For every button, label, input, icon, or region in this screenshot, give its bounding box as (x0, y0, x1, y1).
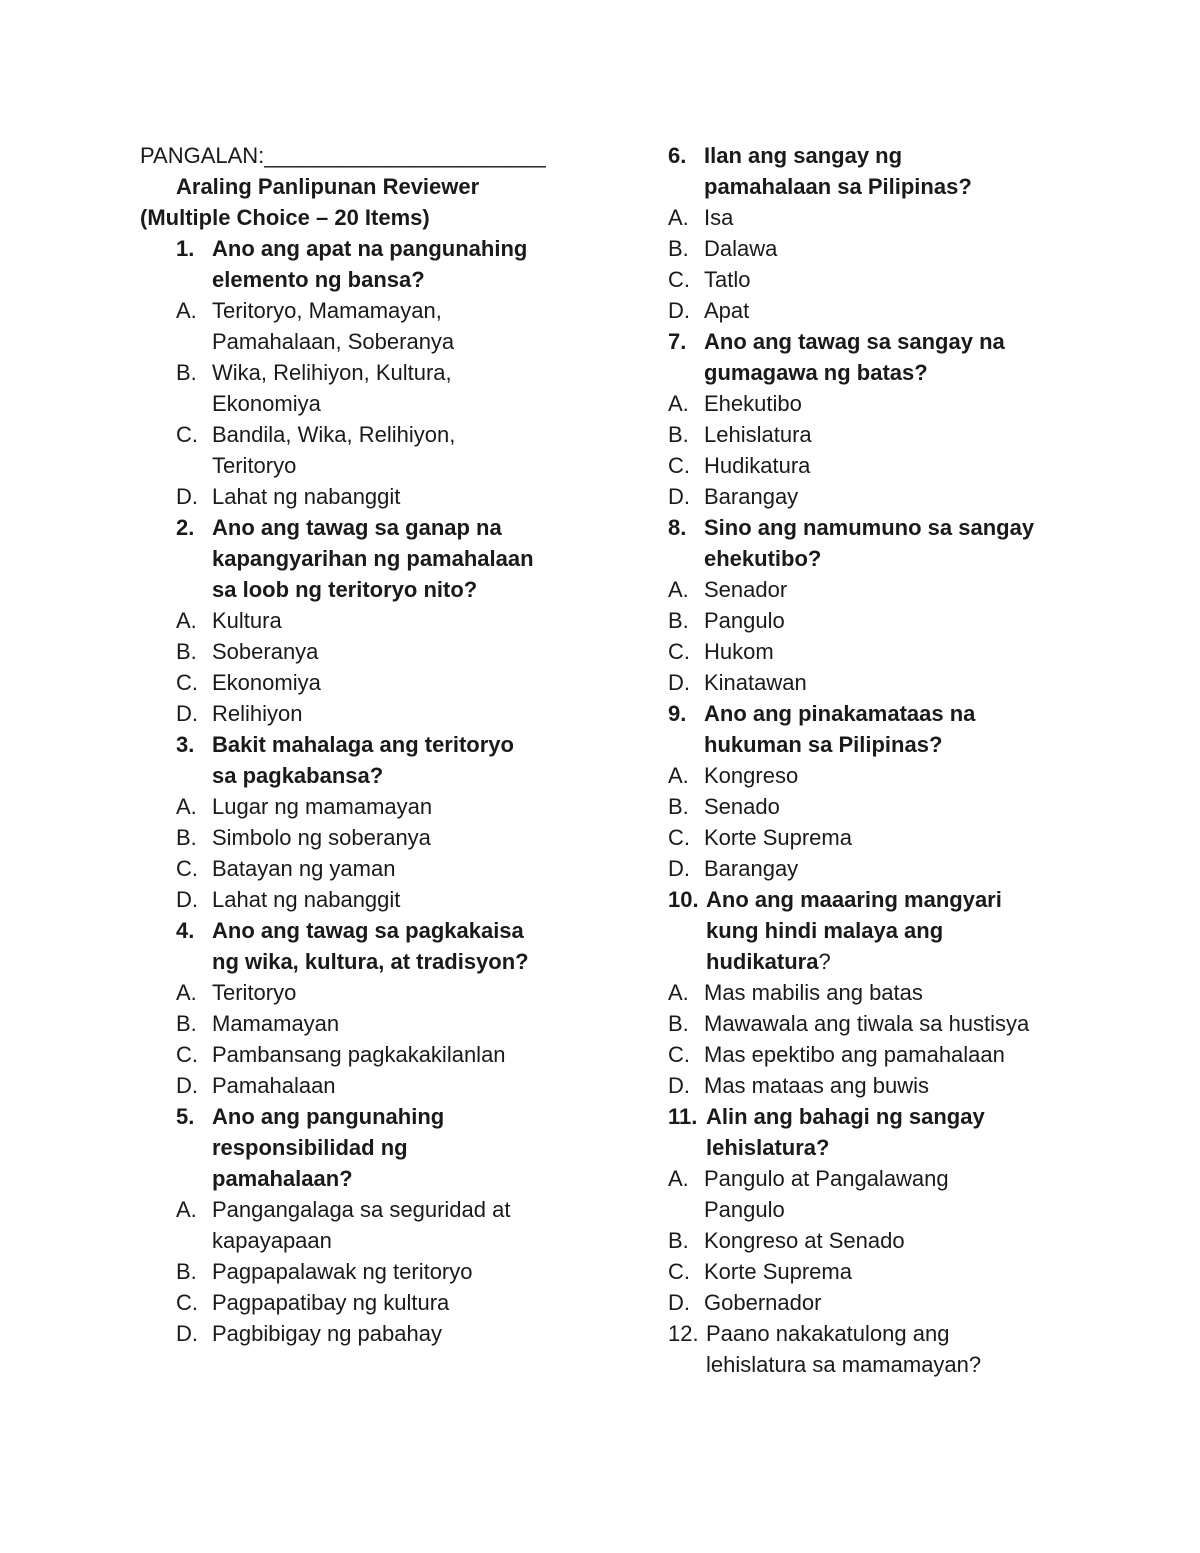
answer-option (176, 1039, 580, 1070)
option-text (212, 698, 580, 729)
option-line: Wika, Relihiyon, Kultura, (212, 360, 452, 385)
answer-option (176, 605, 580, 636)
option-letter: B. (176, 360, 197, 385)
option-text (212, 295, 580, 357)
option-text (212, 605, 580, 636)
option-line: Teritoryo (212, 453, 297, 478)
name-blank: _______________________ (264, 143, 546, 168)
option-text (704, 450, 1088, 481)
question-text (704, 326, 1088, 388)
option-line: Korte Suprema (704, 1259, 852, 1284)
answer-option (176, 295, 580, 357)
option-letter: B. (176, 825, 197, 850)
answer-option (668, 574, 1088, 605)
question-block (668, 140, 1088, 326)
option-letter: D. (668, 298, 690, 323)
answer-option (176, 1287, 580, 1318)
option-line: Hudikatura (704, 453, 811, 478)
option-text (704, 605, 1088, 636)
option-line: Gobernador (704, 1290, 822, 1315)
option-text (704, 1039, 1088, 1070)
question-number: 10. (668, 887, 699, 912)
question-3 (176, 729, 580, 791)
question-block (176, 1101, 580, 1349)
left-column (140, 140, 580, 1349)
option-line: Teritoryo, Mamamayan, (212, 298, 442, 323)
question-block (668, 512, 1088, 698)
option-text (212, 884, 580, 915)
option-text (704, 233, 1088, 264)
option-letter: B. (176, 1259, 197, 1284)
answer-option (668, 760, 1088, 791)
option-line: Lehislatura (704, 422, 812, 447)
question-text (212, 729, 580, 791)
question-line-text: hudikatura (706, 949, 819, 974)
option-text (704, 791, 1088, 822)
option-text (704, 667, 1088, 698)
answer-option (668, 202, 1088, 233)
answer-option (668, 791, 1088, 822)
option-line: Mas mataas ang buwis (704, 1073, 929, 1098)
option-text (704, 1287, 1088, 1318)
question-1 (176, 233, 580, 295)
question-number: 11. (668, 1104, 698, 1129)
option-letter: C. (668, 1042, 690, 1067)
question-line: pamahalaan sa Pilipinas? (704, 174, 972, 199)
option-line: Teritoryo (212, 980, 297, 1005)
answer-option (668, 1287, 1088, 1318)
option-letter: A. (176, 608, 197, 633)
right-column (668, 140, 1088, 1380)
option-letter: D. (176, 1321, 198, 1346)
option-letter: B. (668, 1228, 689, 1253)
option-line: Korte Suprema (704, 825, 852, 850)
option-text (212, 357, 580, 419)
option-letter: B. (668, 422, 689, 447)
answer-option (176, 791, 580, 822)
question-line: sa pagkabansa? (212, 763, 384, 788)
option-letter: A. (668, 763, 689, 788)
question-block (176, 729, 580, 915)
answer-option (668, 419, 1088, 450)
question-9 (668, 698, 1088, 760)
option-text (704, 202, 1088, 233)
option-text (704, 1008, 1088, 1039)
option-letter: C. (668, 639, 690, 664)
option-line: Kongreso at Senado (704, 1228, 905, 1253)
option-line: Kinatawan (704, 670, 807, 695)
question-10 (668, 884, 1088, 977)
answer-option (668, 1008, 1088, 1039)
option-letter: A. (668, 980, 689, 1005)
question-line: elemento ng bansa? (212, 267, 425, 292)
option-letter: A. (176, 794, 197, 819)
option-letter: D. (176, 1073, 198, 1098)
answer-option (668, 1039, 1088, 1070)
question-line: ehekutibo? (704, 546, 822, 571)
question-block (668, 326, 1088, 512)
answer-option (668, 1225, 1088, 1256)
question-line: Paano nakakatulong ang (706, 1321, 950, 1346)
option-text (704, 977, 1088, 1008)
question-line: sa loob ng teritoryo nito? (212, 577, 478, 602)
option-line: Ekonomiya (212, 391, 321, 416)
answer-option (176, 357, 580, 419)
option-letter: C. (668, 267, 690, 292)
right-question-list (668, 140, 1088, 1380)
option-text (212, 1287, 580, 1318)
question-number: 4. (176, 918, 195, 943)
option-line: Mawawala ang tiwala sa hustisya (704, 1011, 1030, 1036)
question-block (668, 1101, 1088, 1318)
answer-option (668, 388, 1088, 419)
question-2 (176, 512, 580, 605)
option-text (212, 1039, 580, 1070)
question-text (706, 1318, 1088, 1380)
option-letter: C. (668, 825, 690, 850)
option-letter: B. (668, 1011, 689, 1036)
answer-option (176, 884, 580, 915)
answer-option (176, 636, 580, 667)
option-line: Barangay (704, 856, 799, 881)
question-text (704, 140, 1088, 202)
question-text (706, 1101, 1088, 1163)
question-number: 9. (668, 701, 687, 726)
option-text (704, 388, 1088, 419)
question-number: 3. (176, 732, 195, 757)
answer-option (668, 853, 1088, 884)
question-line: Alin ang bahagi ng sangay (706, 1104, 985, 1129)
option-line: Lahat ng nabanggit (212, 484, 401, 509)
option-line: Senador (704, 577, 788, 602)
option-line: Pangangalaga sa seguridad at (212, 1197, 511, 1222)
question-number: 8. (668, 515, 687, 540)
option-text (212, 977, 580, 1008)
option-line: Ehekutibo (704, 391, 802, 416)
question-line: lehislatura sa mamamayan? (706, 1352, 982, 1377)
question-5 (176, 1101, 580, 1194)
question-line: Ano ang pinakamataas na (704, 701, 976, 726)
question-line: gumagawa ng batas? (704, 360, 928, 385)
question-line: Ano ang maaaring mangyari (706, 887, 1002, 912)
option-text (704, 295, 1088, 326)
question-line: kapangyarihan ng pamahalaan (212, 546, 534, 571)
option-text (212, 481, 580, 512)
option-text (704, 1256, 1088, 1287)
answer-option (176, 667, 580, 698)
option-letter: D. (176, 701, 198, 726)
answer-option (668, 233, 1088, 264)
option-text (212, 1008, 580, 1039)
option-letter: D. (176, 484, 198, 509)
answer-option (176, 1070, 580, 1101)
option-text (704, 822, 1088, 853)
option-line: Pagbibigay ng pabahay (212, 1321, 442, 1346)
option-text (704, 419, 1088, 450)
option-line: Isa (704, 205, 734, 230)
option-line: Pagpapatibay ng kultura (212, 1290, 450, 1315)
answer-option (668, 605, 1088, 636)
option-text (704, 853, 1088, 884)
question-number: 6. (668, 143, 687, 168)
option-line: Hukom (704, 639, 774, 664)
option-text (704, 574, 1088, 605)
question-line: Ano ang apat na pangunahing (212, 236, 528, 261)
option-text (212, 1070, 580, 1101)
option-text (212, 1194, 580, 1256)
question-block (668, 884, 1088, 1101)
reviewer-subtitle: (Multiple Choice – 20 Items) (140, 205, 430, 230)
answer-option (176, 1008, 580, 1039)
option-letter: D. (668, 1290, 690, 1315)
option-text (212, 1256, 580, 1287)
question-line: pamahalaan? (212, 1166, 353, 1191)
name-line (140, 140, 580, 171)
option-text (704, 1225, 1088, 1256)
answer-option (668, 667, 1088, 698)
question-8 (668, 512, 1088, 574)
option-line: Bandila, Wika, Relihiyon, (212, 422, 456, 447)
option-text (704, 1070, 1088, 1101)
option-line: Barangay (704, 484, 799, 509)
question-number: 5. (176, 1104, 195, 1129)
option-letter: C. (668, 453, 690, 478)
option-line: Pangulo (704, 608, 785, 633)
option-letter: D. (668, 670, 690, 695)
option-line: Mamamayan (212, 1011, 340, 1036)
option-text (212, 667, 580, 698)
name-label: PANGALAN: (140, 143, 265, 168)
option-letter: A. (668, 391, 689, 416)
option-letter: A. (668, 1166, 689, 1191)
question-number: 7. (668, 329, 687, 354)
question-block (668, 1318, 1088, 1380)
option-line: Kongreso (704, 763, 799, 788)
option-letter: C. (176, 422, 198, 447)
answer-option (668, 264, 1088, 295)
question-line: responsibilidad ng (212, 1135, 408, 1160)
option-line: Mas mabilis ang batas (704, 980, 923, 1005)
option-line: Soberanya (212, 639, 319, 664)
option-text (704, 1163, 1088, 1225)
question-block (176, 512, 580, 729)
question-line: Ano ang tawag sa pagkakaisa (212, 918, 524, 943)
question-number: 1. (176, 236, 195, 261)
question-block (668, 698, 1088, 884)
answer-option (668, 1256, 1088, 1287)
question-4 (176, 915, 580, 977)
question-6 (668, 140, 1088, 202)
option-letter: A. (176, 1197, 197, 1222)
answer-option (176, 977, 580, 1008)
option-letter: B. (668, 608, 689, 633)
option-letter: B. (668, 794, 689, 819)
option-line: Relihiyon (212, 701, 303, 726)
option-line: Mas epektibo ang pamahalaan (704, 1042, 1005, 1067)
question-line: Ano ang tawag sa ganap na (212, 515, 502, 540)
option-text (704, 636, 1088, 667)
answer-option (668, 822, 1088, 853)
option-letter: B. (176, 639, 197, 664)
option-text (212, 791, 580, 822)
option-line: Batayan ng yaman (212, 856, 396, 881)
option-line: Pagpapalawak ng teritoryo (212, 1259, 473, 1284)
option-letter: A. (176, 980, 197, 1005)
question-text (212, 1101, 580, 1194)
question-12 (668, 1318, 1088, 1380)
question-number: 2. (176, 515, 195, 540)
answer-option (668, 977, 1088, 1008)
answer-option (176, 1194, 580, 1256)
option-line: Simbolo ng soberanya (212, 825, 431, 850)
option-text (212, 636, 580, 667)
option-letter: C. (176, 1042, 198, 1067)
option-letter: A. (176, 298, 197, 323)
option-text (704, 481, 1088, 512)
answer-option (176, 698, 580, 729)
question-block (176, 233, 580, 512)
option-line: Lahat ng nabanggit (212, 887, 401, 912)
option-line: kapayapaan (212, 1228, 332, 1253)
option-line: Tatlo (704, 267, 751, 292)
question-line: Sino ang namumuno sa sangay (704, 515, 1035, 540)
question-line: kung hindi malaya ang (706, 918, 944, 943)
answer-option (176, 822, 580, 853)
question-text (704, 512, 1088, 574)
question-block (176, 915, 580, 1101)
reviewer-title: Araling Panlipunan Reviewer (176, 174, 480, 199)
option-line: Lugar ng mamamayan (212, 794, 433, 819)
question-11 (668, 1101, 1088, 1163)
option-letter: D. (176, 887, 198, 912)
question-line: hukuman sa Pilipinas? (704, 732, 943, 757)
left-question-list (140, 233, 580, 1349)
question-line: ng wika, kultura, at tradisyon? (212, 949, 529, 974)
option-letter: A. (668, 205, 689, 230)
option-line: Senado (704, 794, 780, 819)
option-letter: C. (668, 1259, 690, 1284)
question-line: Ano ang tawag sa sangay na (704, 329, 1005, 354)
option-letter: A. (668, 577, 689, 602)
question-text (706, 884, 1088, 977)
question-text (212, 233, 580, 295)
question-text (212, 915, 580, 977)
option-line: Pambansang pagkakakilanlan (212, 1042, 506, 1067)
answer-option (176, 419, 580, 481)
option-text (212, 419, 580, 481)
answer-option (668, 295, 1088, 326)
option-text (212, 1318, 580, 1349)
answer-option (176, 1318, 580, 1349)
option-text (704, 760, 1088, 791)
option-line: Ekonomiya (212, 670, 321, 695)
question-7 (668, 326, 1088, 388)
answer-option (176, 1256, 580, 1287)
question-mark: ? (818, 949, 831, 974)
option-letter: D. (668, 856, 690, 881)
option-line: Pamahalaan, Soberanya (212, 329, 455, 354)
option-line: Apat (704, 298, 750, 323)
question-line (706, 946, 1088, 977)
option-text (212, 853, 580, 884)
answer-option (176, 853, 580, 884)
option-letter: C. (176, 1290, 198, 1315)
option-letter: D. (668, 484, 690, 509)
option-text (704, 264, 1088, 295)
option-line: Dalawa (704, 236, 778, 261)
option-line: Pamahalaan (212, 1073, 336, 1098)
question-line: Bakit mahalaga ang teritoryo (212, 732, 514, 757)
answer-option (176, 481, 580, 512)
answer-option (668, 1070, 1088, 1101)
option-line: Pangulo (704, 1197, 785, 1222)
question-line: Ilan ang sangay ng (704, 143, 903, 168)
question-number: 12. (668, 1321, 699, 1346)
option-letter: B. (176, 1011, 197, 1036)
answer-option (668, 481, 1088, 512)
answer-option (668, 450, 1088, 481)
question-text (704, 698, 1088, 760)
option-letter: C. (176, 670, 198, 695)
option-line: Pangulo at Pangalawang (704, 1166, 949, 1191)
answer-option (668, 1163, 1088, 1225)
answer-option (668, 636, 1088, 667)
question-line: lehislatura? (706, 1135, 830, 1160)
option-line: Kultura (212, 608, 282, 633)
question-text (212, 512, 580, 605)
option-letter: C. (176, 856, 198, 881)
option-text (212, 822, 580, 853)
question-line: Ano ang pangunahing (212, 1104, 445, 1129)
option-letter: D. (668, 1073, 690, 1098)
option-letter: B. (668, 236, 689, 261)
